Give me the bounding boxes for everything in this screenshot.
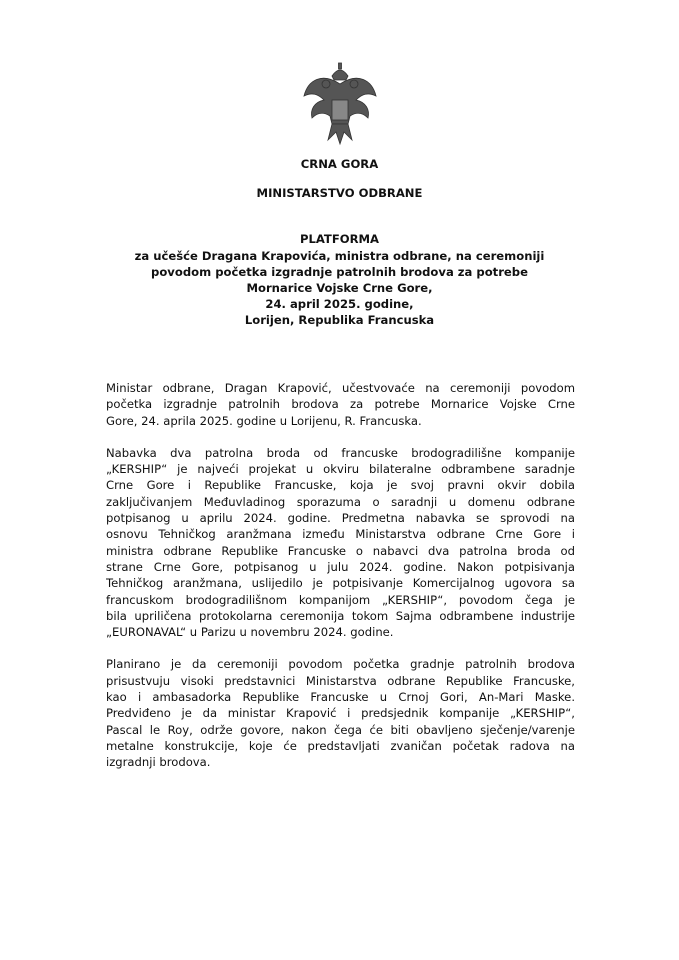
paragraph-line: „KERSHIP“ je najveći projekat u okviru bilateralne odbrambene saradnje	[106, 462, 575, 477]
paragraph-line: izgradnji brodova.	[106, 755, 211, 770]
subtitle-line: za učešće Dragana Krapovića, ministra odbrane, na ceremoniji	[134, 249, 545, 263]
document-subtitle	[0, 248, 679, 328]
ministry-heading: MINISTARSTVO ODBRANE	[256, 186, 423, 200]
paragraph-line: Gore, 24. aprila 2025. godine u Lorijenu, R. Francuska.	[106, 413, 422, 428]
paragraph-line: Crne Gore i Republike Francuske, koja je svoj pravni okvir dobila	[106, 478, 575, 493]
paragraph-line: potpisanog u aprilu 2024. godine. Predmetna nabavka se sprovodi na	[106, 511, 575, 526]
paragraph-line: osnovu Tehničkog aranžmana između Ministarstva odbrane Crne Gore i	[106, 527, 575, 542]
paragraph-line: kao i ambasadorka Republike Francuske u Crnoj Gori, An-Mari Maske.	[106, 690, 575, 705]
paragraph-line: „EURONAVAL“ u Parizu u novembru 2024. godine.	[106, 625, 394, 640]
country-heading: CRNA GORA	[300, 157, 379, 171]
document-title: PLATFORMA	[299, 232, 380, 246]
paragraph-line: Predviđeno je da ministar Krapović i predsjednik kompanije „KERSHIP“,	[106, 706, 575, 721]
paragraph	[106, 656, 575, 770]
paragraph-line: početka izgradnje patrolnih brodova za potrebe Mornarice Vojske Crne	[106, 397, 575, 412]
subtitle-line: povodom početka izgradnje patrolnih brodova za potrebe	[151, 265, 528, 279]
paragraph-line: ministra odbrane Republike Francuske o nabavci dva patrolna broda od	[106, 543, 575, 558]
subtitle-line: Mornarice Vojske Crne Gore,	[246, 281, 433, 295]
paragraph-line: Tehničkog aranžmana, uslijedilo je potpisivanje Komercijalnog ugovora sa	[106, 576, 575, 591]
paragraph-line: Ministar odbrane, Dragan Krapović, učestvovaće na ceremoniji povodom	[106, 381, 575, 395]
paragraph-line: Nabavka dva patrolna broda od francuske brodogradilišne kompanije	[106, 445, 575, 460]
paragraph-line: prisustvuju visoki predstavnici Ministarstva odbrane Republike Francuske,	[106, 673, 575, 688]
paragraph-line: metalne konstrukcije, koje će predstavljati zvaničan početak radova na	[106, 738, 575, 753]
paragraph-line: Planirano je da ceremoniji povodom početka gradnje patrolnih brodova	[106, 657, 575, 672]
subtitle-line: Lorijen, Republika Francuska	[244, 313, 435, 327]
paragraph	[106, 380, 575, 429]
paragraph-line: strane Crne Gore, potpisanog u julu 2024. godine. Nakon potpisivanja	[106, 559, 575, 574]
subtitle-line: 24. april 2025. godine,	[265, 297, 414, 311]
paragraph-line: francuskom brodogradilišnom kompanijom „KERSHIP“, povodom čega je	[106, 592, 575, 607]
paragraph	[106, 445, 575, 641]
paragraph-line: Pascal le Roy, održe govore, nakon čega će biti obavljeno sječenje/varenje	[106, 722, 575, 737]
paragraph-line: bila upriličena protokolarna ceremonija tokom Sajma odbrambene industrije	[106, 608, 575, 623]
paragraph-line: zaključivanjem Međuvladinog sporazuma o saradnji u domenu odbrane	[106, 494, 575, 509]
document-body	[106, 380, 575, 787]
coat-of-arms-emblem	[302, 62, 378, 146]
